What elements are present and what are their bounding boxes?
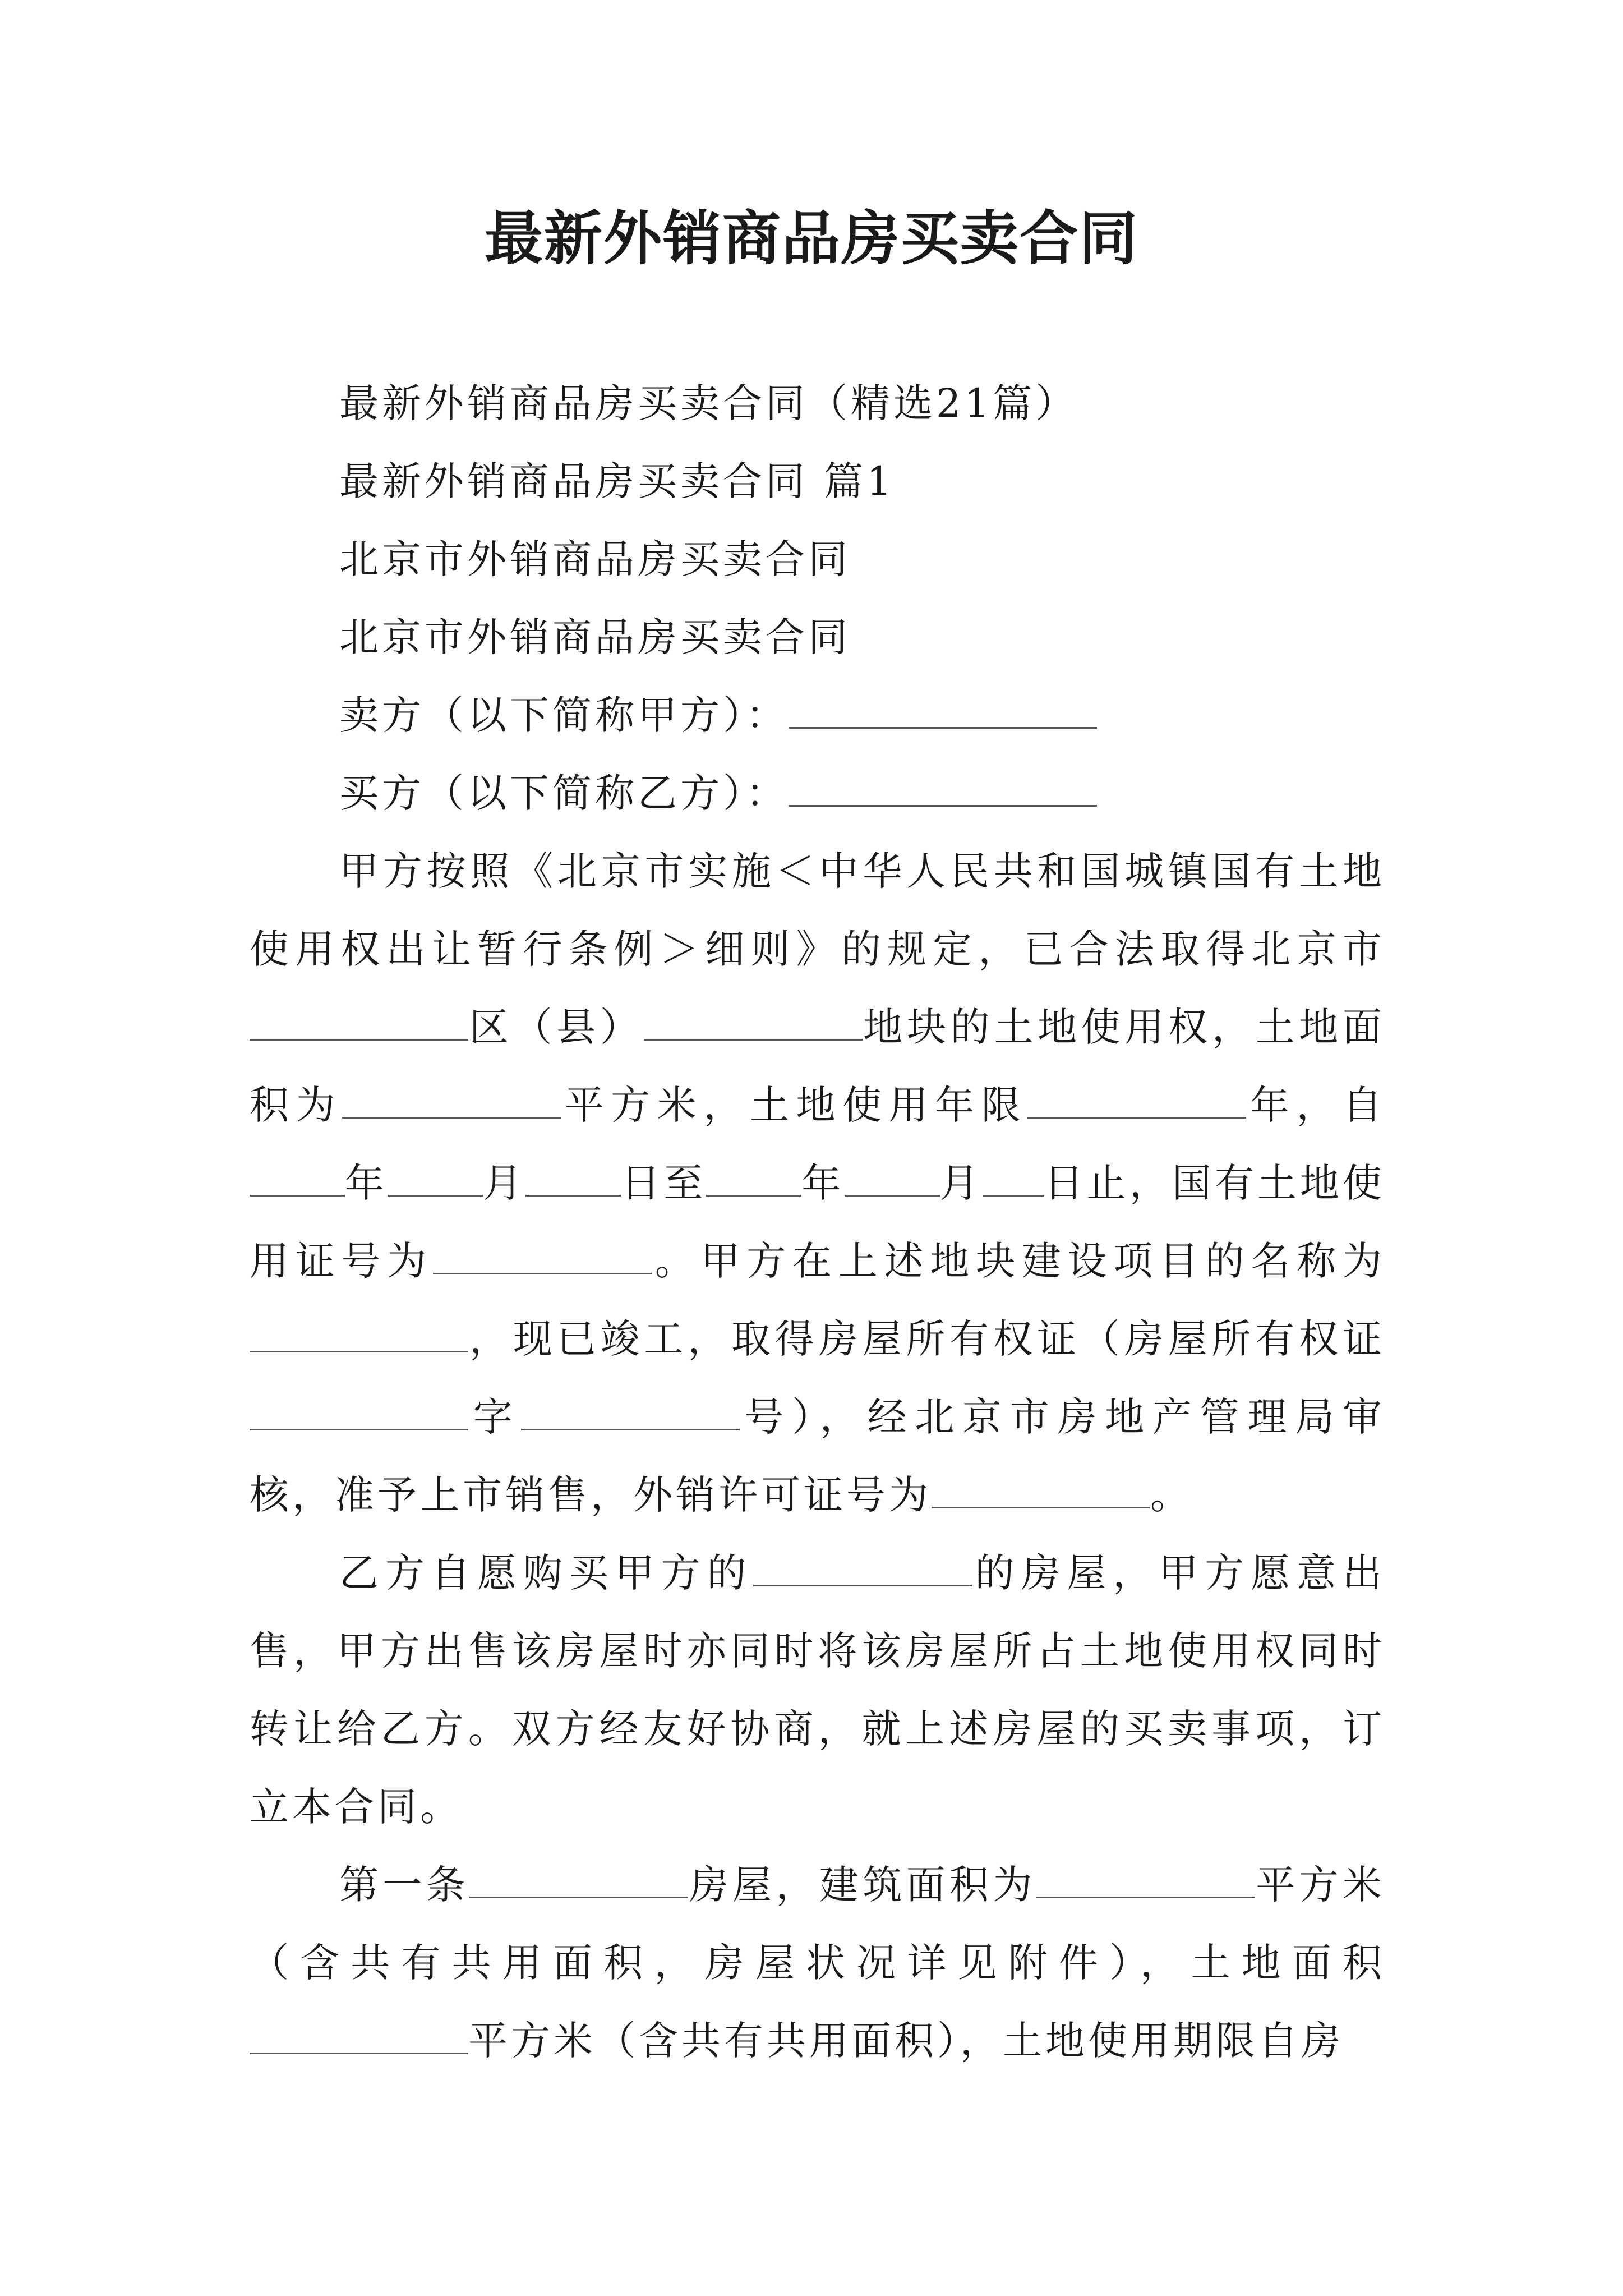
p2-text-a: 乙方自愿购买甲方的 <box>339 1550 753 1596</box>
buyer-label: 买方（以下简称乙方）： <box>339 770 789 816</box>
end-day-blank <box>983 1162 1044 1197</box>
start-day-blank <box>525 1162 621 1197</box>
p1-text-i: 年 <box>801 1160 845 1206</box>
p1-text-m: ，现已竣工，取得房屋所有权证（房屋所有权证 <box>468 1316 1385 1362</box>
floor-area-blank <box>1036 1864 1255 1899</box>
p1-text-l: 。甲方在上述地块建设项目的名称为 <box>652 1238 1385 1284</box>
contract-heading-repeat: 北京市外销商品房买卖合同 <box>339 614 851 660</box>
buyer-blank <box>789 772 1097 807</box>
section-heading: 最新外销商品房买卖合同 篇1 <box>339 458 895 504</box>
end-year-blank <box>706 1162 801 1197</box>
p3-text-c: 平方米（含共有共用面积，房屋状况详见附件），土地面积 <box>250 1862 1386 1986</box>
p3-text-a: 第一条 <box>339 1862 470 1908</box>
term-years-blank <box>1027 1084 1246 1119</box>
p1-text-d: 平方米，土地使用年限 <box>561 1082 1028 1128</box>
license-blank <box>932 1474 1150 1509</box>
project-name-blank <box>250 1318 468 1353</box>
p1-text-p: 。 <box>1150 1472 1193 1518</box>
paragraph-land-use <box>250 832 1385 1534</box>
land-area-blank <box>342 1084 561 1119</box>
p1-text-g: 月 <box>483 1160 526 1206</box>
p1-text-b: 区（县） <box>468 1004 644 1050</box>
seller-blank <box>789 694 1097 729</box>
p3-text-d: 平方米（含共有共用面积），土地使用期限自房 <box>468 2018 1344 2064</box>
start-month-blank <box>388 1162 483 1197</box>
end-month-blank <box>845 1162 940 1197</box>
p1-text-e: 年，自 <box>1246 1082 1385 1128</box>
start-year-blank <box>250 1162 345 1197</box>
subtitle-line: 最新外销商品房买卖合同（精选21篇） <box>339 380 1078 426</box>
article-land-area-blank <box>250 2019 468 2055</box>
seller-label: 卖方（以下简称甲方）： <box>339 692 789 738</box>
p1-text-f: 年 <box>345 1160 388 1206</box>
p1-text-c: 地块的土地使用权，土地面积为 <box>250 1004 1386 1128</box>
document-title: 最新外销商品房买卖合同 <box>484 204 1138 273</box>
p1-text-k: 日止，国有土地使用证号为 <box>250 1160 1386 1284</box>
document-body <box>250 365 1385 2080</box>
cert-hao-blank <box>521 1396 740 1431</box>
cert-zi-blank <box>250 1396 468 1431</box>
p1-text-o: 号），经北京市房地产管理局审核，准予上市销售，外销许可证号为 <box>250 1394 1385 1518</box>
contract-heading: 北京市外销商品房买卖合同 <box>339 536 851 582</box>
p3-text-b: 房屋，建筑面积为 <box>688 1862 1036 1908</box>
paragraph-purchase <box>250 1534 1385 1846</box>
p1-text-j: 月 <box>939 1160 983 1206</box>
p1-text-a: 甲方按照《北京市实施＜中华人民共和国城镇国有土地使用权出让暂行条例＞细则》的规定，已合法取得北京市 <box>250 848 1385 972</box>
house-blank <box>753 1552 972 1587</box>
p1-text-n: 字 <box>468 1394 521 1440</box>
plot-blank <box>644 1006 863 1041</box>
district-blank <box>250 1006 468 1041</box>
land-cert-blank <box>433 1240 652 1275</box>
p2-text-b: 的房屋，甲方愿意出售，甲方出售该房屋时亦同时将该房屋所占土地使用权同时转让给乙方。双方经友好协商，就上述房屋的买卖事项，订立本合同。 <box>250 1550 1385 1830</box>
house-location-blank <box>469 1864 688 1899</box>
seller-line <box>250 677 1385 754</box>
buyer-line <box>250 754 1385 832</box>
p1-text-h: 日至 <box>621 1160 707 1206</box>
paragraph-article-1 <box>250 1846 1385 2080</box>
